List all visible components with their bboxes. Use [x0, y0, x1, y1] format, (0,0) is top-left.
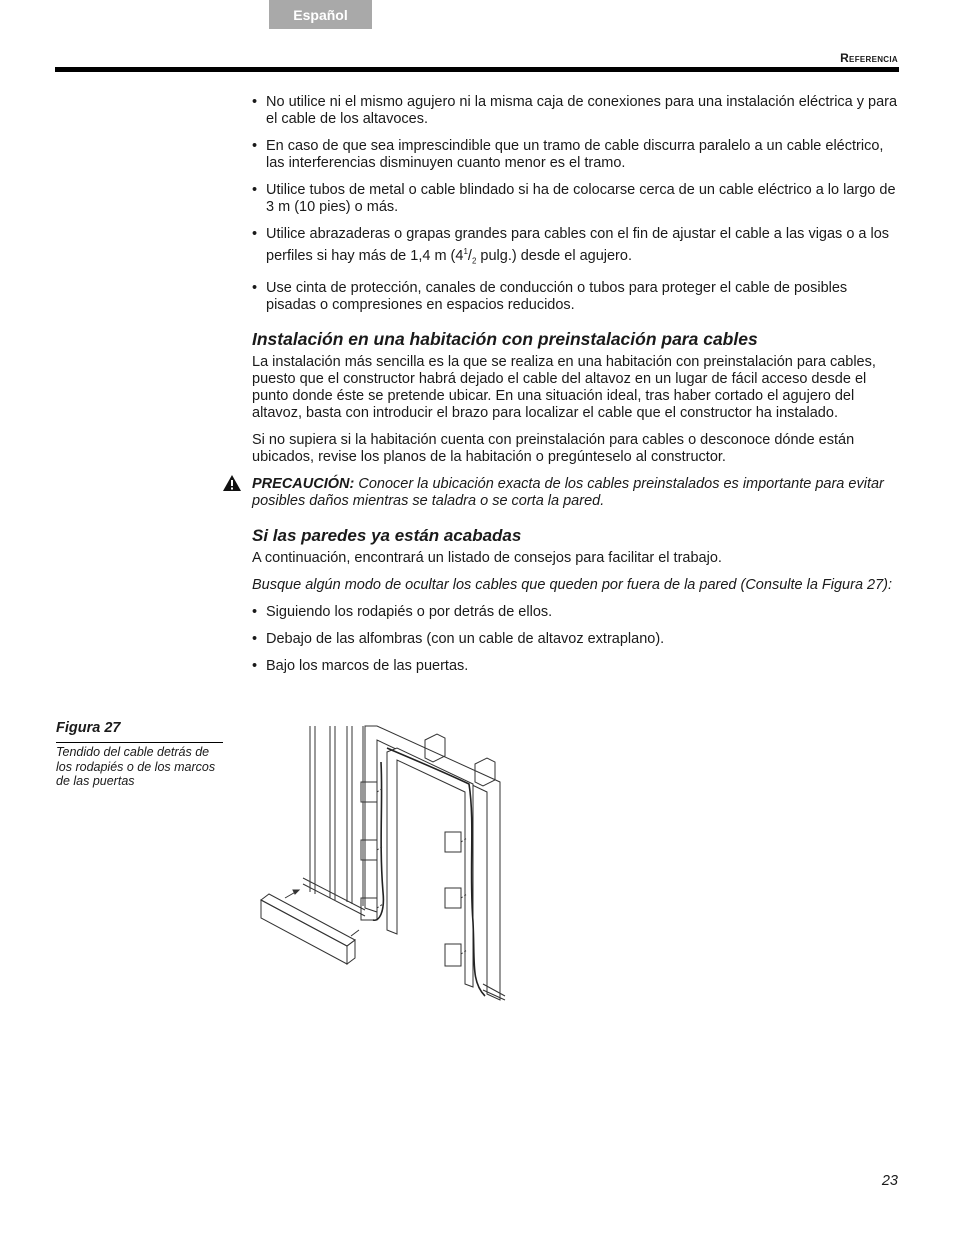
bullet-list-top — [252, 94, 900, 314]
figure-illustration — [255, 722, 515, 1007]
language-tab[interactable]: Español — [269, 0, 372, 29]
caution-label: PRECAUCIÓN: — [252, 475, 355, 492]
page-number: 23 — [881, 1173, 898, 1189]
header-rule — [55, 67, 899, 72]
list-item: • Utilice abrazaderas o grapas grandes para cables con el fin de ajustar el cable a las vigas o a los perfiles si hay más de 1,4 m ($4^1/_2$ pulg.) desde el agujero. — [252, 226, 890, 266]
warning-icon — [222, 474, 242, 497]
list-item: • Use cinta de protección, canales de conducción o tubos para proteger el cable de posibles pisadas o compresiones en espacios reducidos. — [252, 279, 848, 313]
figure-label: Figura 27 — [56, 720, 121, 736]
bullet-list-finished — [252, 604, 900, 675]
heading-finished-walls: Si las paredes ya están acabadas — [252, 525, 522, 545]
list-item: • Utilice tubos de metal o cable blindado si ha de colocarse cerca de un cable eléctrico a lo largo de 3 m (10 pies) o más. — [252, 182, 896, 215]
list-item: • Bajo los marcos de las puertas. — [252, 657, 469, 674]
main-content — [252, 94, 900, 685]
list-item: • Siguiendo los rodapiés o por detrás de ellos. — [252, 603, 553, 620]
caution-note — [252, 476, 900, 510]
section-label: Referencia — [840, 51, 898, 65]
paragraph: La instalación más sencilla es la que se realiza en una habitación con preinstalación para cables, puesto que el constructor habrá dejado el cable del altavoz en un lugar de fácil acceso desde el punto donde éste se pretende ubicar. En una situación ideal, tras haber cortado el agujero del altavoz, basta con introducir el brazo para localizar el cable que el constructor ha instalado. — [252, 353, 876, 421]
heading-prewired: Instalación en una habitación con preinstalación para cables — [252, 328, 758, 349]
list-item: • En caso de que sea imprescindible que un tramo de cable discurra paralelo a un cable eléctrico, las interferencias disminuyen cuanto menor es el tramo. — [252, 138, 884, 171]
caution-text: Conocer la ubicación exacta de los cables preinstalados es importante para evitar posibles daños mientras se taladra o se corta la pared. — [252, 475, 884, 509]
door-frame-illustration — [255, 722, 515, 1002]
figure-caption: Tendido del cable detrás de los rodapiés o de los marcos de las puertas — [56, 745, 216, 788]
paragraph: Si no supiera si la habitación cuenta con preinstalación para cables o desconoce dónde están ubicados, revise los planos de la habitación o pregúnteselo al constructor. — [252, 431, 855, 465]
italic-paragraph: Busque algún modo de ocultar los cables que queden por fuera de la pared (Consulte la Figura 27): — [252, 576, 893, 593]
figure-rule — [56, 742, 223, 743]
list-item: • Debajo de las alfombras (con un cable de altavoz extraplano). — [252, 630, 665, 647]
paragraph: A continuación, encontrará un listado de consejos para facilitar el trabajo. — [252, 549, 722, 566]
list-item: • No utilice ni el mismo agujero ni la misma caja de conexiones para una instalación eléctrica y para el cable de los altavoces. — [252, 94, 898, 127]
